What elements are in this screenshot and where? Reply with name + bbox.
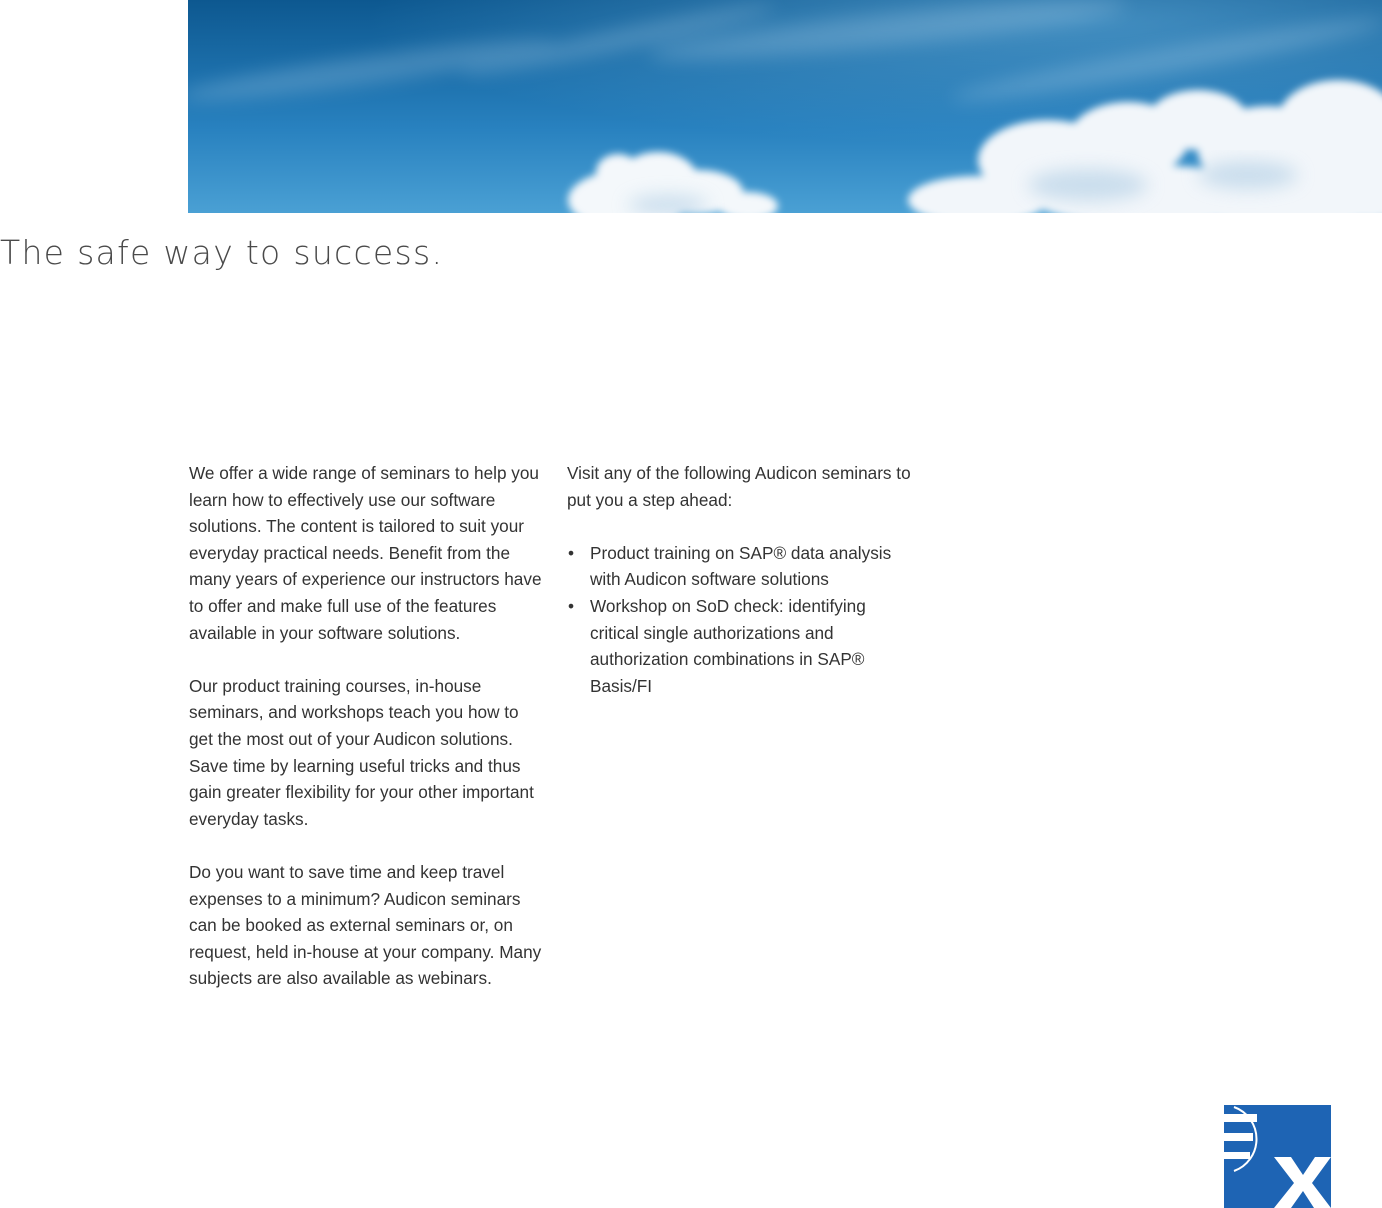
page-headline: The safe way to success.	[0, 233, 444, 272]
bullet-icon: •	[568, 595, 575, 616]
hero-sky-image	[188, 0, 1382, 213]
seminars-column	[567, 460, 917, 699]
seminar-item-sod-check: Workshop on SoD check: identifying critical single authorizations and authorization combinations in SAP® Basis/FI	[590, 595, 866, 696]
bullet-icon: •	[568, 542, 575, 563]
audicon-fx-logo-icon	[1224, 1105, 1331, 1208]
seminar-item-sap-data-analysis: Product training on SAP® data analysis with Audicon software solutions	[590, 542, 892, 590]
booking-paragraph: Do you want to save time and keep travel expenses to a minimum? Audicon seminars can be booked as external seminars or, on request, held in-house at your company. Many subjects are also available as webinars.	[189, 861, 542, 989]
training-paragraph: Our product training courses, in-house seminars, and workshops teach you how to get the most out of your Audicon solutions. Save time by learning useful tricks and thus gain greater flexibility for your other important everyday tasks.	[189, 675, 534, 829]
seminar-list	[567, 540, 917, 700]
cloud-sky-illustration	[188, 0, 1382, 213]
list-item	[567, 593, 917, 699]
list-item	[567, 540, 917, 593]
intro-paragraph: We offer a wide range of seminars to help you learn how to effectively use our software solutions. The content is tailored to suit your everyday practical needs. Benefit from the many years of experience our instructors have to offer and make full use of the features available in your software solutions.	[189, 463, 542, 643]
seminars-intro: Visit any of the following Audicon seminars to put you a step ahead:	[567, 463, 911, 510]
audicon-logo	[1224, 1105, 1331, 1208]
intro-column	[189, 460, 545, 1018]
